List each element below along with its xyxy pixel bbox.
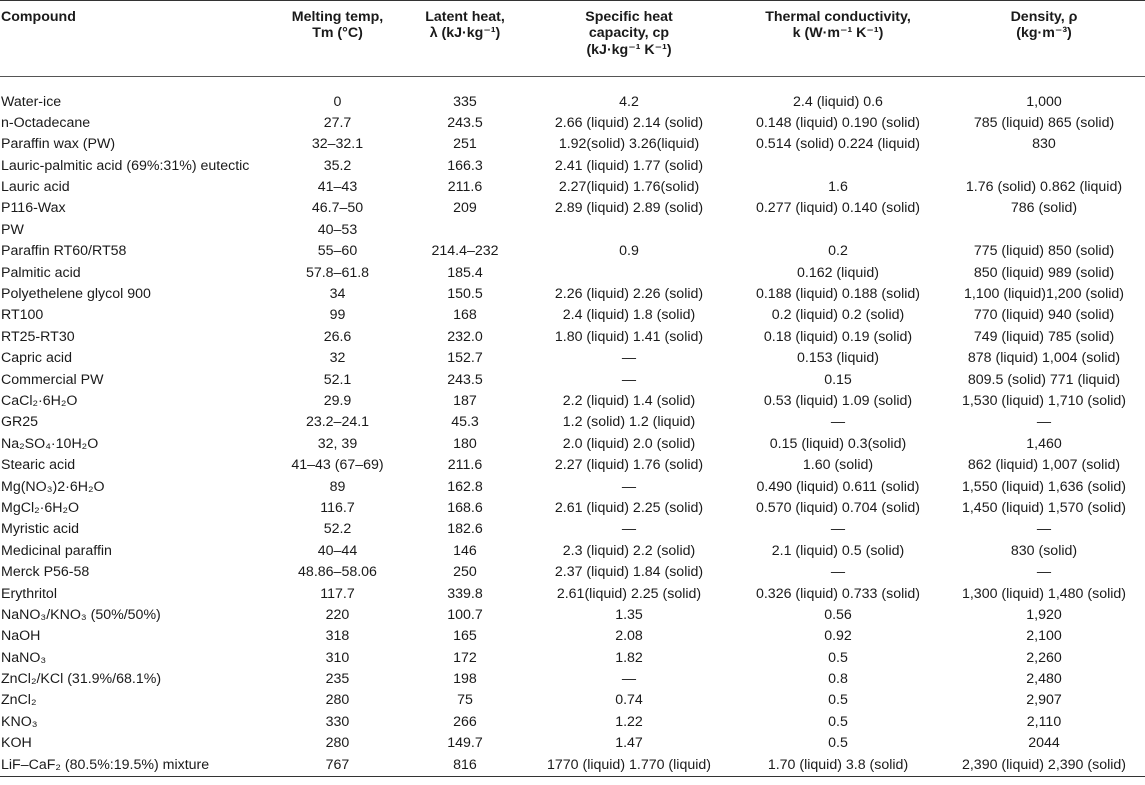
cell-density: 2,260 (1026, 649, 1062, 666)
cell-specific-heat: 2.41 (liquid) 1.77 (solid) (554, 157, 704, 174)
cell-melting-temp: 318 (325, 628, 350, 645)
cell-melting-temp: 41–43 (317, 179, 358, 196)
table-row (0, 433, 1145, 454)
cell-latent-heat: 209 (453, 200, 477, 217)
cell-density: 2,390 (liquid) 2,390 (solid) (943, 754, 1145, 776)
cell-latent-heat: 339.8 (447, 585, 483, 602)
header-compound: Compound (0, 1, 270, 77)
cell-latent-heat (405, 219, 525, 240)
cell-latent-heat: 211.6 (447, 457, 483, 474)
cell-thermal-conductivity: 0.56 (824, 606, 852, 623)
table-row (0, 155, 1145, 176)
cell-thermal-conductivity: 0.162 (liquid) (796, 264, 880, 281)
cell-melting-temp: 40–53 (317, 221, 358, 238)
table-row (0, 412, 1145, 433)
cell-density: 775 (liquid) 850 (solid) (973, 243, 1115, 260)
cell-melting-temp: 27.7 (323, 114, 352, 131)
cell-latent-heat: 185.4 (447, 264, 483, 281)
cell-melting-temp: 52.2 (323, 521, 352, 538)
cell-thermal-conductivity: — (830, 521, 846, 538)
cell-latent-heat: 250 (453, 564, 477, 581)
table-row (0, 711, 1145, 732)
cell-specific-heat: 2.3 (liquid) 2.2 (solid) (562, 542, 696, 559)
cell-compound: RT25-RT30 (1, 328, 75, 345)
cell-melting-temp: 89 (329, 478, 346, 495)
cell-compound: Palmitic acid (1, 264, 81, 281)
cell-melting-temp: 46.7–50 (311, 200, 364, 217)
cell-thermal-conductivity: 0.188 (liquid) 0.188 (solid) (755, 286, 921, 303)
spacer-row (0, 77, 1145, 92)
cell-melting-temp: 280 (325, 735, 350, 752)
cell-thermal-conductivity: 0.53 (liquid) 1.09 (solid) (763, 393, 913, 409)
table-row (0, 476, 1145, 497)
cell-specific-heat: 1.82 (615, 649, 643, 666)
cell-density: 1,300 (liquid) 1,480 (solid) (961, 585, 1127, 602)
cell-specific-heat: 1.92(solid) 3.26(liquid) (558, 136, 700, 153)
cell-specific-heat: 1770 (liquid) 1.770 (liquid) (525, 754, 733, 776)
cell-density: 786 (solid) (1010, 200, 1078, 217)
cell-thermal-conductivity: 2.4 (liquid) 0.6 (793, 93, 883, 110)
table-row (0, 583, 1145, 604)
cell-melting-temp: 48.86–58.06 (298, 564, 377, 581)
cell-compound: Lauric-palmitic acid (69%:31%) eutectic (1, 157, 250, 174)
cell-latent-heat: 243.5 (447, 114, 483, 131)
cell-compound: MgCl₂·6H₂O (1, 499, 80, 516)
cell-specific-heat: 2.26 (liquid) 2.26 (solid) (554, 286, 704, 303)
header-melting-temp: Melting temp, Tm (°C) (270, 1, 405, 77)
table-row (0, 562, 1145, 583)
cell-density: 1,000 (1026, 93, 1062, 110)
cell-specific-heat (525, 219, 733, 240)
cell-compound: Medicinal paraffin (1, 542, 112, 559)
cell-compound: n-Octadecane (1, 114, 91, 131)
table-row (0, 198, 1145, 219)
table-row (0, 540, 1145, 561)
cell-compound: Lauric acid (1, 179, 70, 196)
cell-latent-heat: 168.6 (447, 499, 483, 516)
table-row (0, 669, 1145, 690)
cell-density: 2044 (1028, 735, 1060, 752)
cell-latent-heat: 182.6 (447, 521, 483, 538)
table-row (0, 262, 1145, 283)
cell-specific-heat: 2.0 (liquid) 2.0 (solid) (562, 435, 696, 452)
cell-thermal-conductivity: 0.15 (liquid) 0.3(solid) (769, 435, 907, 452)
cell-melting-temp: 280 (325, 692, 350, 709)
cell-compound: RT100 (1, 307, 44, 324)
cell-latent-heat: 165 (453, 628, 477, 645)
cell-specific-heat: — (621, 350, 637, 367)
cell-specific-heat: 0.9 (619, 243, 639, 260)
cell-thermal-conductivity: 0.148 (liquid) 0.190 (solid) (755, 114, 921, 131)
cell-density: 2,480 (1026, 671, 1062, 688)
cell-latent-heat: 180 (453, 435, 477, 452)
cell-latent-heat: 266 (453, 713, 477, 730)
header-thermal-conductivity: Thermal conductivity, k (W·m⁻¹ K⁻¹) (733, 1, 943, 77)
cell-melting-temp: 32, 39 (317, 435, 358, 452)
cell-melting-temp: 220 (325, 606, 350, 623)
cell-compound: Myristic acid (1, 521, 80, 538)
table-row (0, 91, 1145, 112)
cell-specific-heat: 2.4 (liquid) 1.8 (solid) (562, 307, 696, 324)
cell-latent-heat: 45.3 (451, 414, 479, 431)
cell-thermal-conductivity: 0.570 (liquid) 0.704 (solid) (755, 499, 921, 516)
cell-melting-temp: 29.9 (323, 393, 352, 409)
cell-specific-heat: 2.37 (liquid) 1.84 (solid) (554, 564, 704, 581)
cell-compound: CaCl₂·6H₂O (1, 393, 78, 409)
cell-density: 809.5 (solid) 771 (liquid) (967, 371, 1121, 388)
cell-compound: Paraffin wax (PW) (1, 136, 116, 153)
cell-compound: KOH (1, 735, 32, 752)
cell-specific-heat: 2.61 (liquid) 2.25 (solid) (554, 499, 704, 516)
cell-specific-heat: 2.61(liquid) 2.25 (solid) (556, 585, 702, 602)
header-specific-heat: Specific heat capacity, cp (kJ·kg⁻¹ K⁻¹) (525, 1, 733, 77)
cell-melting-temp: 32–32.1 (311, 136, 364, 153)
cell-melting-temp: 26.6 (323, 328, 352, 345)
cell-thermal-conductivity: 0.5 (828, 692, 848, 709)
cell-density: 2,110 (1026, 713, 1062, 730)
cell-melting-temp: 23.2–24.1 (305, 414, 370, 431)
cell-thermal-conductivity: 0.277 (liquid) 0.140 (solid) (755, 200, 921, 217)
table-row (0, 305, 1145, 326)
cell-latent-heat: 162.8 (447, 478, 483, 495)
cell-density: 1.76 (solid) 0.862 (liquid) (965, 179, 1123, 196)
cell-density: 749 (liquid) 785 (solid) (973, 328, 1115, 345)
cell-melting-temp: 330 (325, 713, 350, 730)
cell-density: 1,550 (liquid) 1,636 (solid) (961, 478, 1127, 495)
cell-specific-heat: 2.27 (liquid) 1.76 (solid) (554, 457, 704, 474)
cell-latent-heat: 816 (405, 754, 525, 776)
cell-specific-heat: 1.47 (615, 735, 643, 752)
table-row (0, 626, 1145, 647)
cell-specific-heat: 1.2 (solid) 1.2 (liquid) (562, 414, 696, 431)
cell-compound: Na₂SO₄·10H₂O (1, 435, 99, 452)
table-row (0, 733, 1145, 754)
cell-density: 785 (liquid) 865 (solid) (973, 114, 1115, 131)
cell-thermal-conductivity: 1.6 (828, 179, 848, 196)
cell-melting-temp: 55–60 (317, 243, 358, 260)
cell-compound: Erythritol (1, 585, 57, 602)
cell-specific-heat: — (621, 671, 637, 688)
header-density: Density, ρ (kg·m⁻³) (943, 1, 1145, 77)
cell-density (943, 219, 1145, 240)
table-row (0, 390, 1145, 411)
cell-compound: PW (1, 221, 24, 238)
cell-latent-heat: 100.7 (447, 606, 483, 623)
cell-thermal-conductivity: 1.70 (liquid) 3.8 (solid) (733, 754, 943, 776)
cell-specific-heat: — (621, 521, 637, 538)
cell-latent-heat: 149.7 (447, 735, 483, 752)
table-row (0, 647, 1145, 668)
cell-density: 1,450 (liquid) 1,570 (solid) (961, 499, 1127, 516)
cell-specific-heat: 1.35 (615, 606, 643, 623)
table-row (0, 284, 1145, 305)
cell-compound: NaNO₃/KNO₃ (50%/50%) (1, 606, 161, 623)
cell-compound: Stearic acid (1, 457, 76, 474)
cell-latent-heat: 214.4–232 (431, 243, 499, 260)
cell-latent-heat: 168 (453, 307, 477, 324)
table-row (0, 519, 1145, 540)
cell-latent-heat: 152.7 (447, 350, 483, 367)
table-row (0, 326, 1145, 347)
cell-compound: LiF–CaF₂ (80.5%:19.5%) mixture (0, 754, 270, 776)
cell-specific-heat: 4.2 (619, 93, 639, 110)
cell-compound: ZnCl₂/KCl (31.9%/68.1%) (1, 671, 162, 688)
cell-specific-heat: — (621, 371, 637, 388)
cell-melting-temp: 116.7 (320, 499, 355, 516)
cell-latent-heat: 243.5 (447, 371, 483, 388)
table-row (0, 369, 1145, 390)
cell-compound: ZnCl₂ (1, 692, 37, 709)
cell-density: 830 (1032, 136, 1056, 153)
cell-specific-heat: 2.66 (liquid) 2.14 (solid) (554, 114, 704, 131)
cell-latent-heat: 211.6 (447, 179, 483, 196)
table-row (0, 455, 1145, 476)
cell-thermal-conductivity: 0.326 (liquid) 0.733 (solid) (755, 585, 921, 602)
cell-density: — (1036, 564, 1052, 581)
cell-thermal-conductivity: — (830, 414, 846, 431)
cell-specific-heat (525, 262, 733, 283)
cell-thermal-conductivity (733, 219, 943, 240)
cell-compound: P116-Wax (1, 200, 66, 217)
cell-density: 862 (liquid) 1,007 (solid) (967, 457, 1121, 474)
cell-specific-heat: 2.08 (615, 628, 643, 645)
cell-melting-temp: 767 (270, 754, 405, 776)
cell-thermal-conductivity: 0.8 (828, 671, 848, 688)
cell-density: 1,920 (1026, 606, 1062, 623)
cell-density: — (1036, 414, 1052, 431)
table-row (0, 754, 1145, 776)
cell-density (943, 155, 1145, 176)
cell-melting-temp: 52.1 (323, 371, 352, 388)
table-body (0, 77, 1145, 777)
cell-thermal-conductivity: 0.5 (828, 735, 848, 752)
cell-specific-heat: 0.74 (615, 692, 643, 709)
cell-latent-heat: 335 (453, 93, 477, 110)
cell-specific-heat: 1.80 (liquid) 1.41 (solid) (554, 328, 704, 345)
table-row (0, 690, 1145, 711)
header-latent-heat: Latent heat, λ (kJ·kg⁻¹) (405, 1, 525, 77)
cell-thermal-conductivity: 0.514 (solid) 0.224 (liquid) (755, 136, 921, 153)
table-row (0, 134, 1145, 155)
cell-thermal-conductivity: 0.5 (828, 713, 848, 730)
cell-thermal-conductivity: 2.1 (liquid) 0.5 (solid) (771, 542, 905, 559)
cell-thermal-conductivity (733, 155, 943, 176)
cell-melting-temp: 0 (333, 93, 342, 110)
cell-compound: Paraffin RT60/RT58 (1, 243, 127, 260)
cell-compound: Commercial PW (1, 371, 104, 388)
cell-latent-heat: 187 (453, 393, 477, 409)
cell-melting-temp: 99 (329, 307, 346, 324)
cell-density: — (1036, 521, 1052, 538)
cell-thermal-conductivity: 1.60 (solid) (802, 457, 874, 474)
cell-density: 878 (liquid) 1,004 (solid) (967, 350, 1121, 367)
cell-melting-temp: 235 (325, 671, 350, 688)
cell-latent-heat: 150.5 (447, 286, 483, 303)
cell-compound: NaNO₃ (1, 649, 47, 666)
cell-compound: Polyethelene glycol 900 (1, 286, 151, 303)
cell-latent-heat: 251 (453, 136, 477, 153)
cell-compound: GR25 (1, 414, 39, 431)
cell-density: 830 (solid) (1010, 542, 1078, 559)
cell-compound: NaOH (1, 628, 41, 645)
table-row (0, 497, 1145, 518)
cell-latent-heat: 75 (457, 692, 473, 709)
cell-compound: Water-ice (1, 93, 62, 110)
cell-density: 1,100 (liquid)1,200 (solid) (963, 286, 1125, 303)
cell-latent-heat: 198 (453, 671, 477, 688)
header-row (0, 1, 1145, 77)
cell-thermal-conductivity: 0.92 (824, 628, 852, 645)
cell-compound: Mg(NO₃)2·6H₂O (1, 478, 105, 495)
cell-melting-temp: 40–44 (317, 542, 358, 559)
cell-specific-heat: 2.89 (liquid) 2.89 (solid) (554, 200, 704, 217)
table-row (0, 241, 1145, 262)
cell-specific-heat: — (621, 478, 637, 495)
cell-density: 2,907 (1026, 692, 1062, 709)
cell-thermal-conductivity: — (830, 564, 846, 581)
cell-melting-temp: 35.2 (323, 157, 352, 174)
cell-melting-temp: 117.7 (320, 585, 355, 602)
cell-specific-heat: 2.2 (liquid) 1.4 (solid) (562, 393, 696, 409)
cell-thermal-conductivity: 0.18 (liquid) 0.19 (solid) (763, 328, 913, 345)
cell-latent-heat: 166.3 (447, 157, 483, 174)
cell-density: 1,530 (liquid) 1,710 (solid) (961, 393, 1127, 409)
cell-latent-heat: 172 (453, 649, 477, 666)
cell-latent-heat: 146 (453, 542, 477, 559)
cell-thermal-conductivity: 0.490 (liquid) 0.611 (solid) (756, 478, 920, 495)
cell-specific-heat: 1.22 (615, 713, 643, 730)
cell-specific-heat: 2.27(liquid) 1.76(solid) (558, 179, 700, 196)
cell-compound: Capric acid (1, 350, 72, 367)
cell-thermal-conductivity: 0.5 (828, 649, 848, 666)
table-row (0, 112, 1145, 133)
cell-compound: KNO₃ (1, 713, 38, 730)
cell-melting-temp: 34 (329, 286, 346, 303)
cell-melting-temp: 310 (325, 649, 350, 666)
cell-thermal-conductivity: 0.2 (liquid) 0.2 (solid) (771, 307, 905, 324)
cell-thermal-conductivity: 0.2 (828, 243, 848, 260)
cell-latent-heat: 232.0 (447, 328, 483, 345)
cell-melting-temp: 41–43 (67–69) (291, 457, 384, 474)
cell-melting-temp: 32 (329, 350, 346, 367)
cell-density: 850 (liquid) 989 (solid) (973, 264, 1115, 281)
cell-melting-temp: 57.8–61.8 (305, 264, 370, 281)
table-row (0, 348, 1145, 369)
cell-compound: Merck P56-58 (1, 564, 90, 581)
table-row (0, 604, 1145, 625)
cell-density: 2,100 (1026, 628, 1062, 645)
table-row (0, 219, 1145, 240)
cell-density: 770 (liquid) 940 (solid) (973, 307, 1115, 324)
cell-thermal-conductivity: 0.153 (liquid) (796, 350, 880, 367)
cell-thermal-conductivity: 0.15 (824, 371, 852, 388)
table-row (0, 177, 1145, 198)
cell-density: 1,460 (1026, 435, 1062, 452)
